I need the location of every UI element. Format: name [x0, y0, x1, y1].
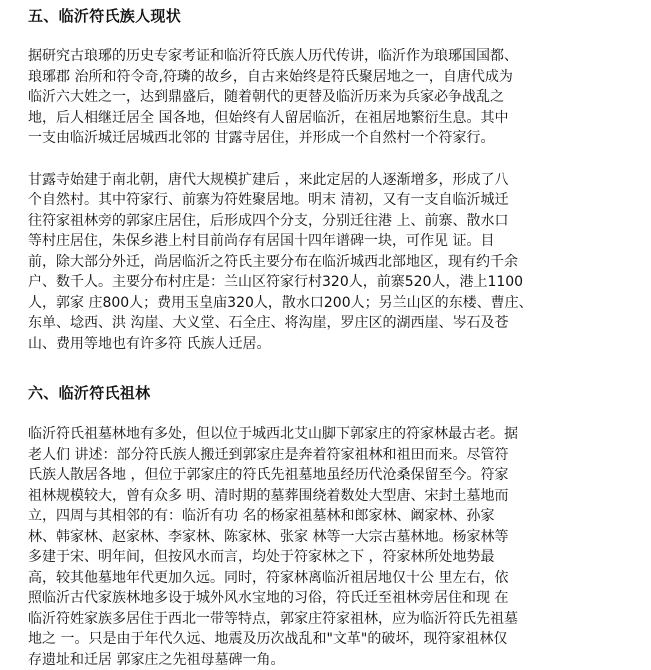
text-line: 一支由临沂城迁居城西北邻的 甘露寺居住，并形成一个自然村一个符家行。 [28, 128, 629, 149]
text-line: 林、韩家林、赵家林、李家林、陈家林、张家 林等一大宗古墓林地。杨家林等 [28, 527, 629, 548]
paragraph-origin [28, 46, 629, 149]
text-line: 东单、埝西、洪 沟崖、大义堂、石全庄、将沟崖，罗庄区的湖西崖、岑石及苍 [28, 313, 629, 334]
text-line: 老人们 讲述：部分符氏族人搬迁到郭家庄是奔着符家祖林和祖田而来。尽管符 [28, 445, 629, 466]
text-line: 多建于宋、明年间，但按风水而言，均处于符家林之下 ，符家林所处地势最 [28, 547, 629, 568]
paragraph-ancestral-forest [28, 424, 629, 670]
text-line: 氏族人散居各地 ，但位于郭家庄的符氏先祖墓地虽经历代沧桑保留至今。符家 [28, 465, 629, 486]
text-line: 临沂六大姓之一，达到鼎盛后，随着朝代的更替及临沂历来为兵家必争战乱之 [28, 87, 629, 108]
text-line: 临沂符姓家族多居住于西北一带等特点，郭家庄符家祖林，应为临沂符氏先祖墓 [28, 609, 629, 630]
text-line: 人，郭家 庄800人；费用玉皇庙320人，散水口200人；另兰山区的东楼、曹庄、 [28, 293, 629, 314]
text-line: 琅琊郡 治所和符令奇,符璘的故乡，自古来始终是符氏聚居地之一，自唐代成为 [28, 67, 629, 88]
text-line: 甘露寺始建于南北朝，唐代大规模扩建后 ，来此定居的人逐渐增多，形成了八 [28, 170, 629, 191]
text-line: 往符家祖林旁的郭家庄居住，后形成四个分支，分别迁往港 上、前寨、散水口 [28, 211, 629, 232]
text-line: 前，除大部分外迁，尚居临沂之符氏主要分布在临沂城西北部地区，现有约千余 [28, 252, 629, 273]
text-line: 存遗址和迁居 郭家庄之先祖母墓碑一角。 [28, 650, 629, 670]
text-line: 临沂符氏祖墓林地有多处，但以位于城西北艾山脚下郭家庄的符家林最古老。据 [28, 424, 629, 445]
text-line: 高，较其他墓地年代更加久远。同时，符家林离临沂祖居地仅十公 里左右，依 [28, 568, 629, 589]
text-line: 个自然村。其中符家行、前寨为符姓聚居地。明末 清初，又有一支自临沂城迁 [28, 190, 629, 211]
text-line: 立，四周与其相邻的有：临沂有功 名的杨家祖墓林和郎家林、阚家林、孙家 [28, 506, 629, 527]
text-line: 照临沂古代家族林地多设于城外风水宝地的习俗，符氏迁至祖林旁居住和现 在 [28, 588, 629, 609]
text-line: 山、费用等地也有许多符 氏族人迁居。 [28, 334, 629, 355]
text-line: 据研究古琅琊的历史专家考证和临沂符氏族人历代传讲，临沂作为琅琊国国都、 [28, 46, 629, 67]
text-line: 户、数千人。主要分布村庄是：兰山区符家行村320人，前寨520人，港上1100 [28, 272, 629, 293]
text-line: 地之 一。只是由于年代久远、地震及历次战乱和"文革"的破坏，现符家祖林仅 [28, 629, 629, 650]
section-heading-ancestral-forest: 六、临沂符氏祖林 [28, 383, 629, 403]
text-line: 等村庄居住，朱保乡港上村目前尚存有居国十四年谱碑一块，可作见 证。目 [28, 231, 629, 252]
text-line: 祖林规模较大，曾有众多 明、清时期的墓葬围绕着数处大型唐、宋封土墓地而 [28, 486, 629, 507]
text-line: 地，后人相继迁居全 国各地，但始终有人留居临沂，在祖居地繁衍生息。其中 [28, 108, 629, 129]
section-heading-current-status: 五、临沂符氏族人现状 [28, 6, 629, 26]
paragraph-distribution [28, 170, 629, 355]
